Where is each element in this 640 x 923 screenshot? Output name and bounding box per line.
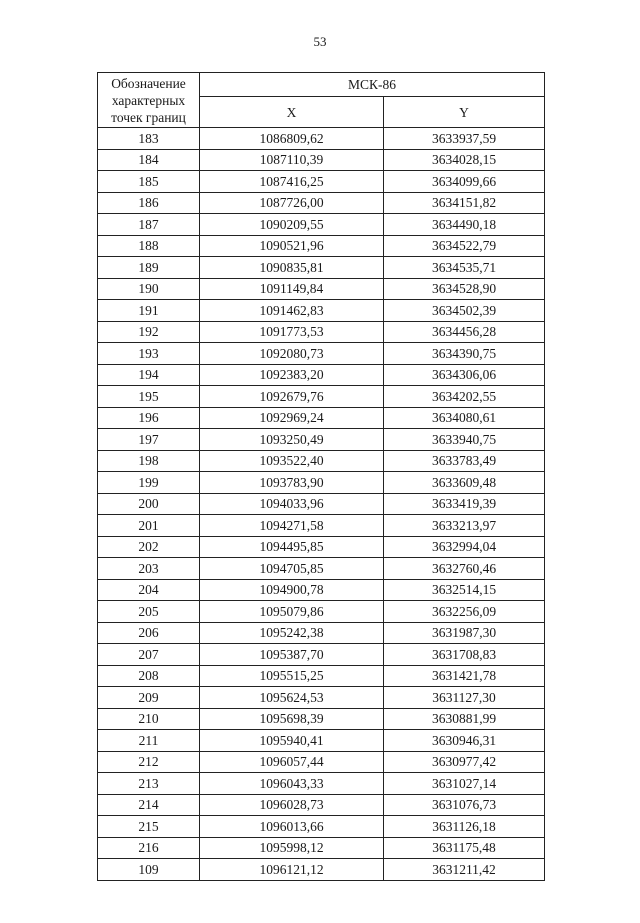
y-coordinate-cell: 3634028,15 — [384, 149, 545, 171]
y-coordinate-cell: 3631076,73 — [384, 794, 545, 816]
point-column-header: Обозначение характерных точек границ — [98, 73, 200, 128]
y-coordinate-cell: 3632760,46 — [384, 558, 545, 580]
table-row — [98, 278, 545, 300]
point-id-cell: 196 — [98, 407, 200, 429]
table-row — [98, 558, 545, 580]
x-coordinate-cell: 1094271,58 — [200, 515, 384, 537]
y-coordinate-cell: 3631421,78 — [384, 665, 545, 687]
x-coordinate-cell: 1092679,76 — [200, 386, 384, 408]
table-row — [98, 192, 545, 214]
point-id-cell: 193 — [98, 343, 200, 365]
point-id-cell: 204 — [98, 579, 200, 601]
x-coordinate-cell: 1091462,83 — [200, 300, 384, 322]
point-id-cell: 202 — [98, 536, 200, 558]
point-id-cell: 200 — [98, 493, 200, 515]
table-body — [98, 128, 545, 881]
x-coordinate-cell: 1094495,85 — [200, 536, 384, 558]
point-id-cell: 190 — [98, 278, 200, 300]
table-row — [98, 472, 545, 494]
x-coordinate-cell: 1094033,96 — [200, 493, 384, 515]
x-coordinate-cell: 1095079,86 — [200, 601, 384, 623]
point-id-cell: 203 — [98, 558, 200, 580]
table-row — [98, 687, 545, 709]
table-row — [98, 235, 545, 257]
x-coordinate-cell: 1093250,49 — [200, 429, 384, 451]
y-coordinate-cell: 3634528,90 — [384, 278, 545, 300]
x-coordinate-cell: 1093783,90 — [200, 472, 384, 494]
table-row — [98, 386, 545, 408]
x-coordinate-cell: 1090521,96 — [200, 235, 384, 257]
table-row — [98, 515, 545, 537]
y-coordinate-cell: 3634535,71 — [384, 257, 545, 279]
x-coordinate-cell: 1086809,62 — [200, 128, 384, 150]
table-row — [98, 214, 545, 236]
table-header — [98, 73, 545, 128]
y-coordinate-cell: 3631211,42 — [384, 859, 545, 881]
table-row — [98, 343, 545, 365]
x-coordinate-cell: 1090835,81 — [200, 257, 384, 279]
y-coordinate-cell: 3630946,31 — [384, 730, 545, 752]
x-coordinate-cell: 1095242,38 — [200, 622, 384, 644]
table-row — [98, 300, 545, 322]
point-id-cell: 191 — [98, 300, 200, 322]
x-coordinate-cell: 1096121,12 — [200, 859, 384, 881]
x-coordinate-cell: 1087726,00 — [200, 192, 384, 214]
point-id-cell: 199 — [98, 472, 200, 494]
point-id-cell: 192 — [98, 321, 200, 343]
table-row — [98, 859, 545, 881]
table-row — [98, 493, 545, 515]
point-id-cell: 213 — [98, 773, 200, 795]
point-id-cell: 109 — [98, 859, 200, 881]
point-id-cell: 188 — [98, 235, 200, 257]
table-row — [98, 536, 545, 558]
y-coordinate-cell: 3634202,55 — [384, 386, 545, 408]
y-coordinate-cell: 3634099,66 — [384, 171, 545, 193]
table-row — [98, 128, 545, 150]
y-coordinate-cell: 3634522,79 — [384, 235, 545, 257]
point-id-cell: 198 — [98, 450, 200, 472]
x-coordinate-cell: 1091149,84 — [200, 278, 384, 300]
y-coordinate-cell: 3633937,59 — [384, 128, 545, 150]
x-coordinate-cell: 1092383,20 — [200, 364, 384, 386]
y-coordinate-cell: 3634306,06 — [384, 364, 545, 386]
table-row — [98, 816, 545, 838]
x-coordinate-cell: 1095387,70 — [200, 644, 384, 666]
point-id-cell: 207 — [98, 644, 200, 666]
point-id-cell: 205 — [98, 601, 200, 623]
y-coordinate-cell: 3630977,42 — [384, 751, 545, 773]
point-id-cell: 187 — [98, 214, 200, 236]
point-id-cell: 183 — [98, 128, 200, 150]
table-row — [98, 773, 545, 795]
table-row — [98, 450, 545, 472]
table-row — [98, 730, 545, 752]
x-coordinate-cell: 1096057,44 — [200, 751, 384, 773]
table-row — [98, 601, 545, 623]
point-id-cell: 212 — [98, 751, 200, 773]
x-coordinate-cell: 1096043,33 — [200, 773, 384, 795]
point-id-cell: 216 — [98, 837, 200, 859]
y-coordinate-cell: 3632994,04 — [384, 536, 545, 558]
point-id-cell: 189 — [98, 257, 200, 279]
y-coordinate-cell: 3631987,30 — [384, 622, 545, 644]
x-coordinate-cell: 1090209,55 — [200, 214, 384, 236]
y-coordinate-cell: 3631126,18 — [384, 816, 545, 838]
x-coordinate-cell: 1095940,41 — [200, 730, 384, 752]
coordinates-table — [97, 72, 545, 881]
x-column-header: X — [200, 97, 384, 128]
point-id-cell: 186 — [98, 192, 200, 214]
y-coordinate-cell: 3634502,39 — [384, 300, 545, 322]
point-id-cell: 195 — [98, 386, 200, 408]
y-coordinate-cell: 3632256,09 — [384, 601, 545, 623]
x-coordinate-cell: 1092080,73 — [200, 343, 384, 365]
point-id-cell: 197 — [98, 429, 200, 451]
x-coordinate-cell: 1092969,24 — [200, 407, 384, 429]
y-coordinate-cell: 3632514,15 — [384, 579, 545, 601]
y-coordinate-cell: 3631708,83 — [384, 644, 545, 666]
y-coordinate-cell: 3631027,14 — [384, 773, 545, 795]
point-id-cell: 184 — [98, 149, 200, 171]
x-coordinate-cell: 1093522,40 — [200, 450, 384, 472]
y-coordinate-cell: 3634080,61 — [384, 407, 545, 429]
x-coordinate-cell: 1095624,53 — [200, 687, 384, 709]
y-coordinate-cell: 3633940,75 — [384, 429, 545, 451]
y-coordinate-cell: 3630881,99 — [384, 708, 545, 730]
y-coordinate-cell: 3631175,48 — [384, 837, 545, 859]
x-coordinate-cell: 1096028,73 — [200, 794, 384, 816]
table-row — [98, 407, 545, 429]
x-coordinate-cell: 1095515,25 — [200, 665, 384, 687]
x-coordinate-cell: 1087416,25 — [200, 171, 384, 193]
point-id-cell: 206 — [98, 622, 200, 644]
x-coordinate-cell: 1095698,39 — [200, 708, 384, 730]
point-id-cell: 208 — [98, 665, 200, 687]
table-row — [98, 364, 545, 386]
table-row — [98, 837, 545, 859]
y-coordinate-cell: 3634390,75 — [384, 343, 545, 365]
y-coordinate-cell: 3633783,49 — [384, 450, 545, 472]
table-row — [98, 665, 545, 687]
y-coordinate-cell: 3634151,82 — [384, 192, 545, 214]
y-coordinate-cell: 3633609,48 — [384, 472, 545, 494]
table-row — [98, 149, 545, 171]
table-row — [98, 429, 545, 451]
x-coordinate-cell: 1087110,39 — [200, 149, 384, 171]
table-row — [98, 794, 545, 816]
table-row — [98, 321, 545, 343]
y-coordinate-cell: 3631127,30 — [384, 687, 545, 709]
y-column-header: Y — [384, 97, 545, 128]
y-coordinate-cell: 3634490,18 — [384, 214, 545, 236]
table-row — [98, 171, 545, 193]
x-coordinate-cell: 1095998,12 — [200, 837, 384, 859]
table-row — [98, 622, 545, 644]
coord-system-header: МСК-86 — [200, 73, 545, 97]
page-number: 53 — [313, 34, 327, 49]
y-coordinate-cell: 3633419,39 — [384, 493, 545, 515]
point-id-cell: 209 — [98, 687, 200, 709]
point-id-cell: 210 — [98, 708, 200, 730]
y-coordinate-cell: 3634456,28 — [384, 321, 545, 343]
point-id-cell: 185 — [98, 171, 200, 193]
x-coordinate-cell: 1094705,85 — [200, 558, 384, 580]
point-id-cell: 194 — [98, 364, 200, 386]
point-id-cell: 214 — [98, 794, 200, 816]
x-coordinate-cell: 1096013,66 — [200, 816, 384, 838]
point-id-cell: 211 — [98, 730, 200, 752]
table-row — [98, 644, 545, 666]
table-row — [98, 257, 545, 279]
x-coordinate-cell: 1091773,53 — [200, 321, 384, 343]
table-row — [98, 579, 545, 601]
table-row — [98, 751, 545, 773]
x-coordinate-cell: 1094900,78 — [200, 579, 384, 601]
point-id-cell: 215 — [98, 816, 200, 838]
table-row — [98, 708, 545, 730]
point-id-cell: 201 — [98, 515, 200, 537]
y-coordinate-cell: 3633213,97 — [384, 515, 545, 537]
